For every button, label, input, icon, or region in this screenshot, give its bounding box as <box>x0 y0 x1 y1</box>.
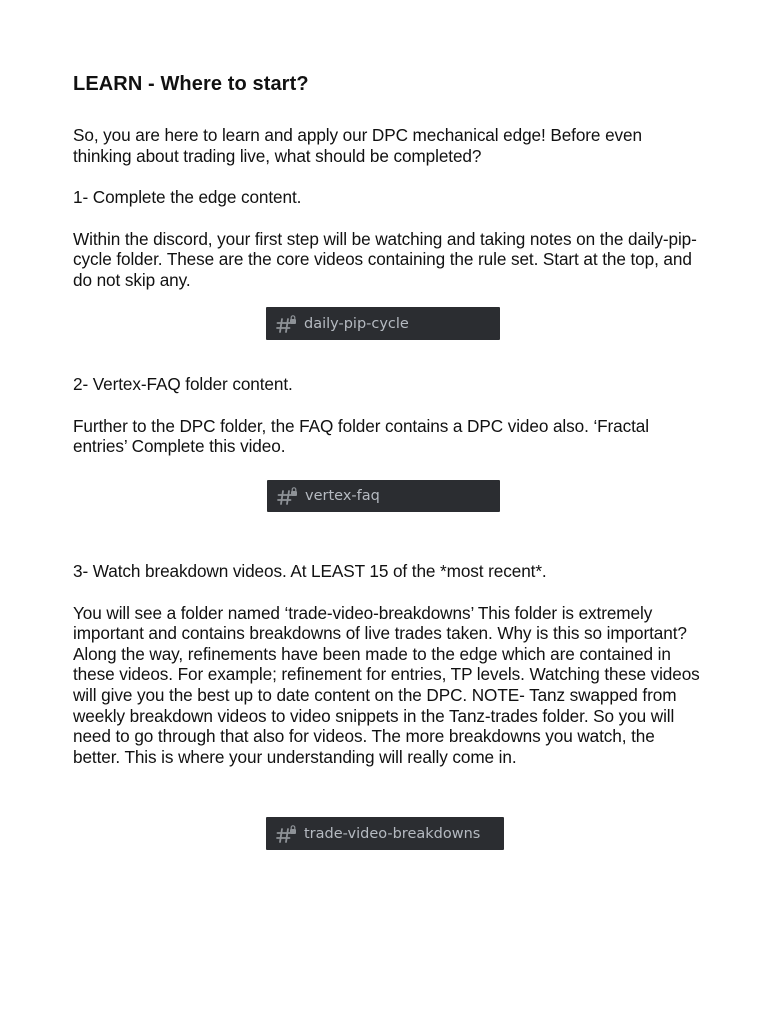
section-2-body: Further to the DPC folder, the FAQ folder contains a DPC video also. ‘Fractal entries’ Complete this video. <box>73 415 649 457</box>
channel-label: daily-pip-cycle <box>304 315 409 332</box>
channel-label: trade-video-breakdowns <box>304 825 481 842</box>
section-2 <box>73 374 703 457</box>
section-3 <box>73 561 703 767</box>
section-3-heading: 3- Watch breakdown videos. At LEAST 15 of the *most recent*. <box>73 561 547 581</box>
page-title: LEARN - Where to start? <box>73 73 309 95</box>
channel-label: vertex-faq <box>305 488 380 504</box>
hashtag-lock-icon <box>276 314 298 334</box>
channel-trade-video-breakdowns[interactable] <box>266 817 504 850</box>
section-3-body: You will see a folder named ‘trade-video-breakdowns’ This folder is extremely important and contains breakdowns of live trades taken. Why is this so important? Along the way, refinements have been made to the edge which are contained in these videos. For example; refinement for entries, TP levels. Watching these videos will give you the best up to date content on the DPC. NOTE- Tanz swapped from weekly breakdown videos to video snippets in the Tanz-trades folder. So you will need to go through that also for videos. The more breakdowns you watch, the better. This is where your understanding will really come in. <box>73 602 700 767</box>
hashtag-lock-icon <box>277 486 299 506</box>
section-2-heading: 2- Vertex-FAQ folder content. <box>73 374 293 394</box>
intro-paragraph: So, you are here to learn and apply our DPC mechanical edge! Before even thinking about trading live, what should be completed? <box>73 125 642 166</box>
document-page <box>73 72 703 291</box>
channel-daily-pip-cycle[interactable] <box>266 307 500 340</box>
hashtag-lock-icon <box>276 824 298 844</box>
section-1-body: Within the discord, your first step will be watching and taking notes on the daily-pip-cycle folder. These are the core videos containing the rule set. Start at the top, and do not skip any. <box>73 228 697 290</box>
channel-vertex-faq[interactable] <box>267 480 500 512</box>
section-1-heading: 1- Complete the edge content. <box>73 187 302 208</box>
